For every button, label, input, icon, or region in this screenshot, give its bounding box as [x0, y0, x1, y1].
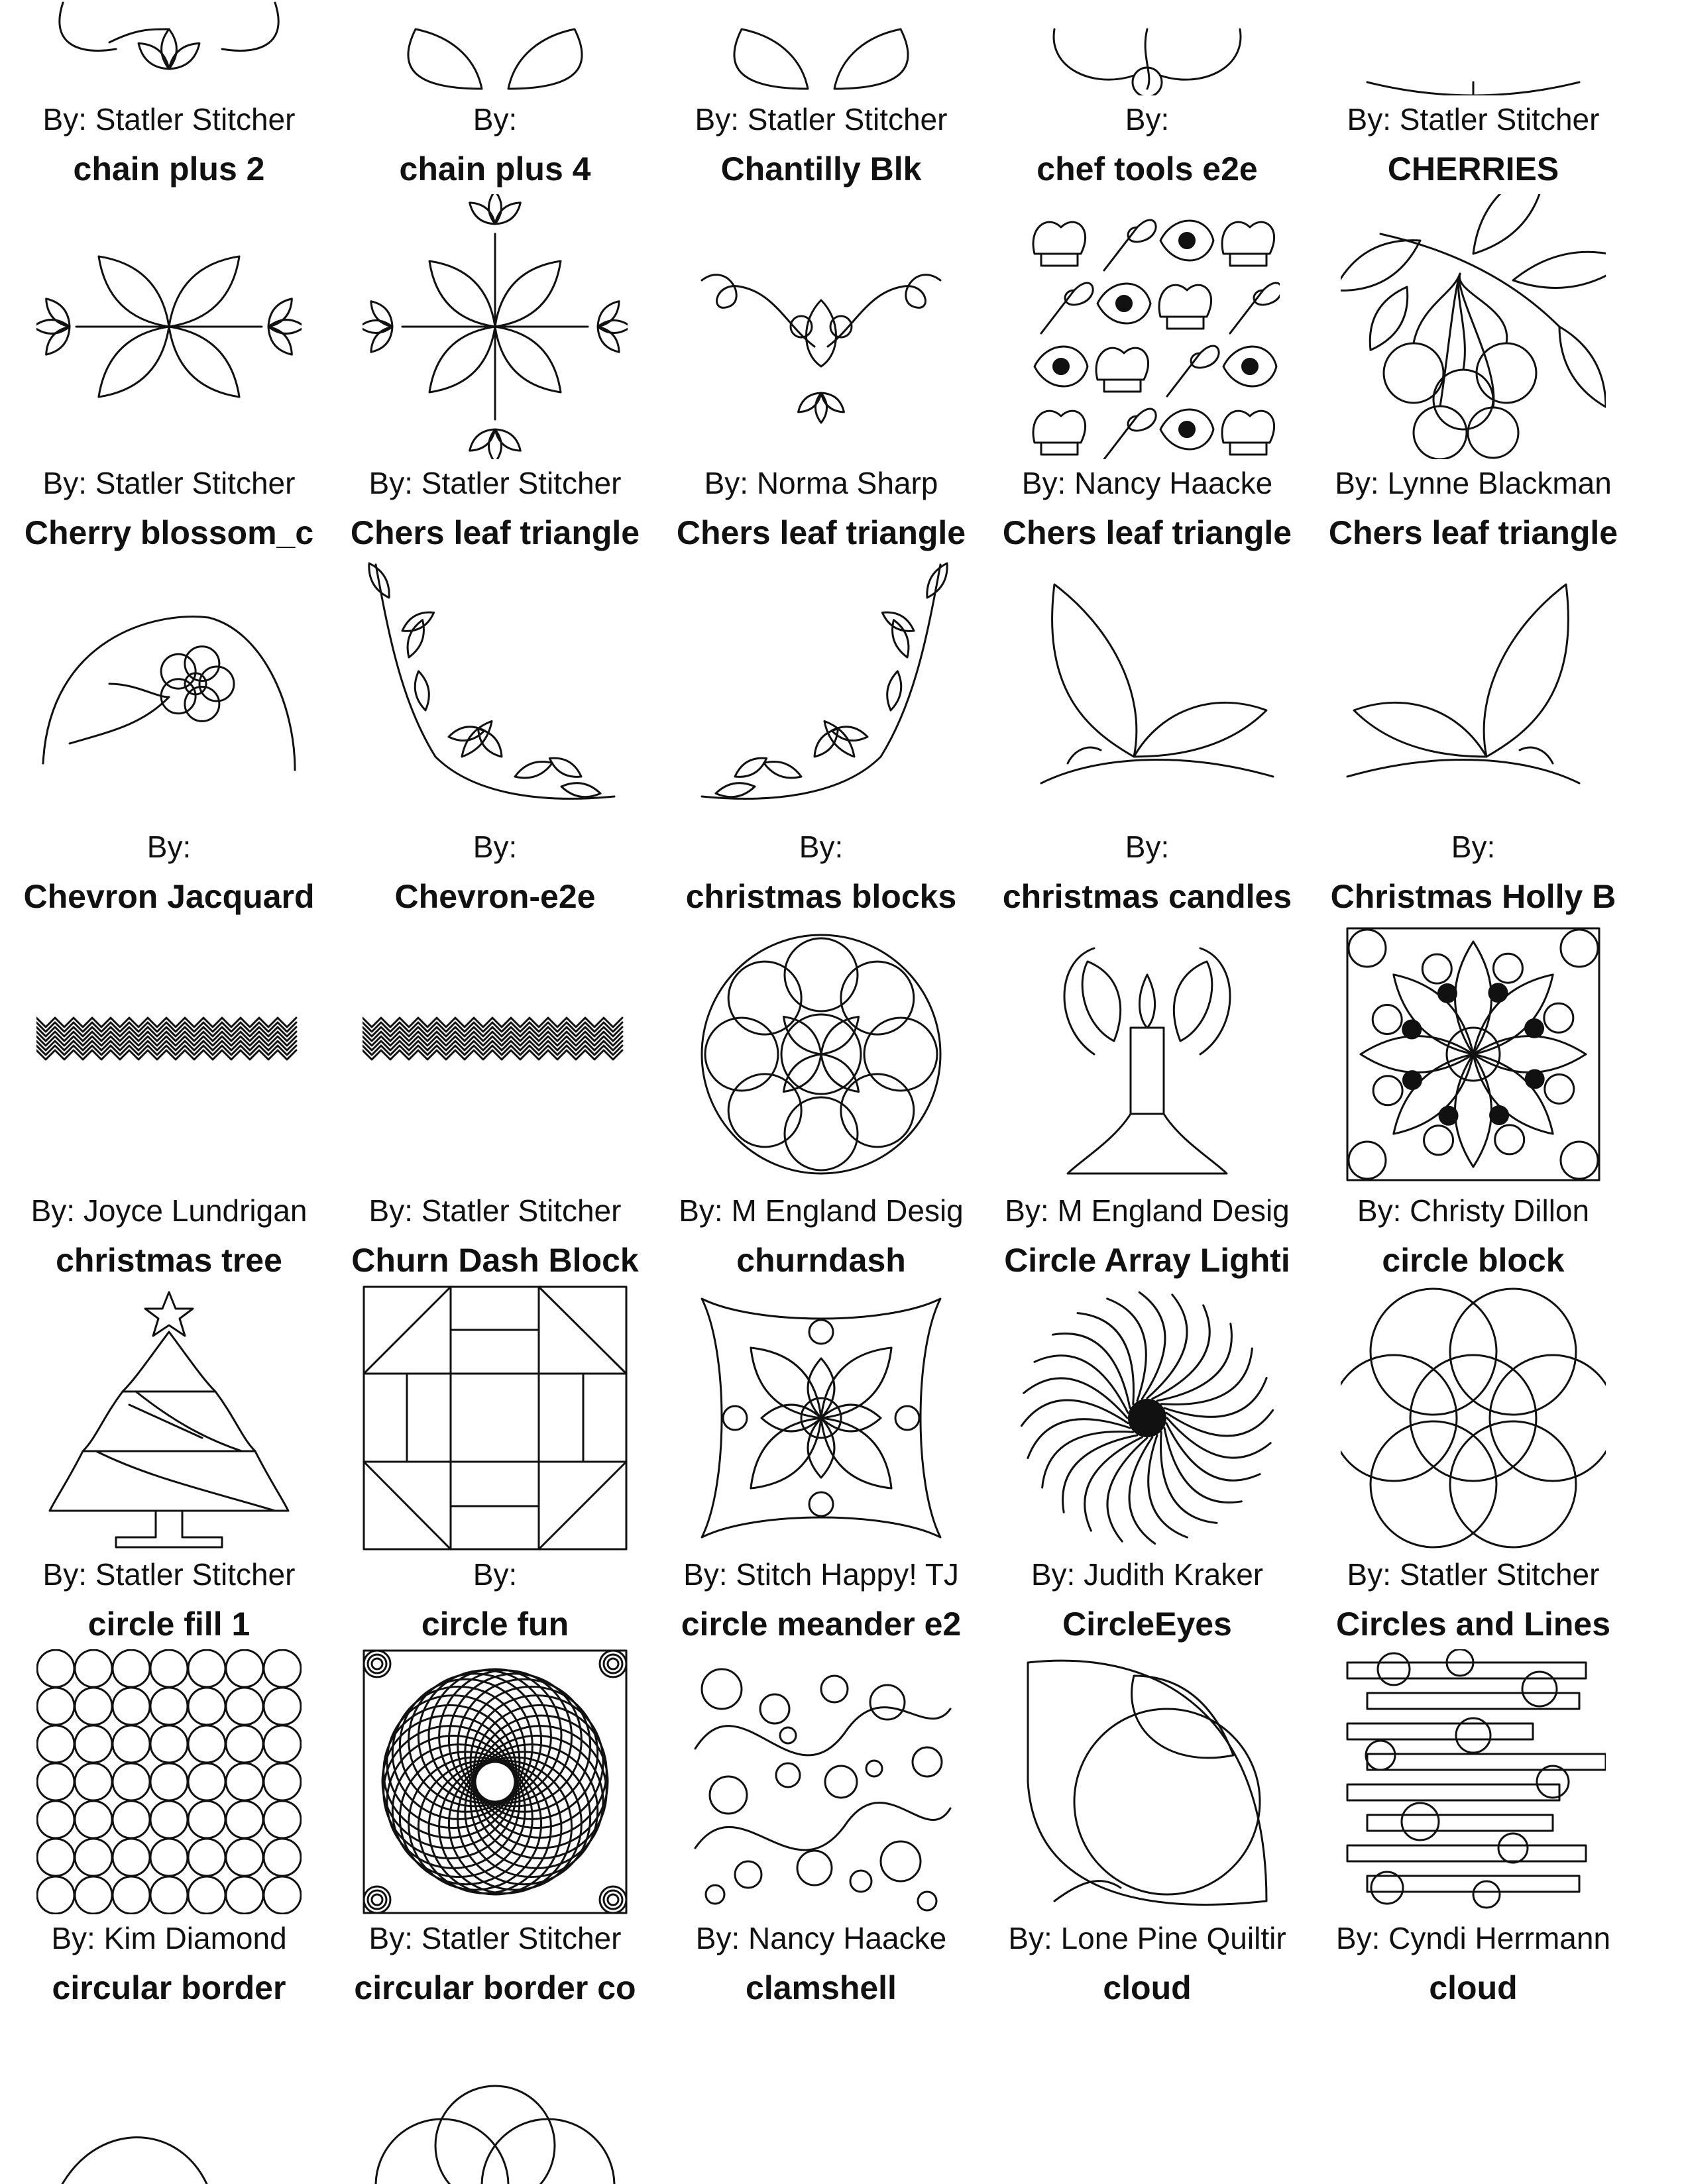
leaf-triangle-right-icon: [689, 558, 954, 823]
pattern-title: Chers leaf triangle: [1328, 514, 1618, 551]
pattern-card[interactable]: [331, 1967, 659, 2184]
pattern-author: By:: [473, 830, 518, 864]
pattern-card[interactable]: [1310, 1967, 1637, 2184]
pattern-card[interactable]: [657, 148, 985, 511]
pattern-card[interactable]: [657, 875, 985, 1238]
spirograph-icon: [363, 1649, 628, 1914]
chain-plus-2-icon: [36, 194, 302, 459]
pattern-card[interactable]: [5, 1239, 333, 1602]
pattern-card[interactable]: [331, 1603, 659, 1966]
pattern-author: By: Statler Stitcher: [695, 102, 948, 136]
leaf-pair-icon: [363, 0, 628, 95]
pattern-card[interactable]: [657, 0, 985, 147]
pattern-card[interactable]: [5, 1967, 333, 2184]
arc-icon: [1341, 0, 1606, 95]
pattern-card[interactable]: [5, 0, 333, 147]
pattern-title: cloud: [1429, 1969, 1518, 2006]
pattern-title: Chantilly Blk: [720, 150, 922, 188]
pattern-card[interactable]: [1310, 148, 1637, 511]
pattern-card[interactable]: [1310, 1603, 1637, 1966]
pattern-author: By: Nancy Haacke: [1021, 466, 1273, 500]
pattern-title: circular border co: [354, 1969, 636, 2006]
leaf-curl-icon: [1015, 0, 1280, 95]
pattern-author: By: Stitch Happy! TJ: [683, 1557, 959, 1592]
pattern-author: By: Norma Sharp: [704, 466, 938, 500]
pattern-card[interactable]: [5, 1603, 333, 1966]
pattern-title: clamshell: [746, 1969, 897, 2006]
pattern-author: By:: [473, 1557, 518, 1592]
pattern-card[interactable]: [983, 1239, 1311, 1602]
pattern-card[interactable]: [983, 1967, 1311, 2184]
pattern-title: Circle Array Lighti: [1004, 1242, 1290, 1279]
circle-grid-icon: [36, 1649, 302, 1914]
pattern-author: By: Nancy Haacke: [695, 1921, 947, 1955]
pattern-title: circular border: [52, 1969, 286, 2006]
pattern-card[interactable]: [983, 875, 1311, 1238]
pattern-card[interactable]: [657, 1239, 985, 1602]
clamshell-icon: [689, 2013, 954, 2184]
feather-medallion-icon: [689, 1285, 954, 1551]
pattern-author: By: Lynne Blackman: [1335, 466, 1612, 500]
chain-plus-4-icon: [363, 194, 628, 459]
pattern-card[interactable]: [983, 1603, 1311, 1966]
pattern-author: By: Statler Stitcher: [42, 466, 296, 500]
pattern-card[interactable]: [1310, 512, 1637, 875]
pattern-card[interactable]: [1310, 1239, 1637, 1602]
pattern-card[interactable]: [331, 0, 659, 147]
holly-block-icon: [1341, 922, 1606, 1187]
pattern-author: By: Cyndi Herrmann: [1335, 1921, 1611, 1955]
leaf-pair-icon: [689, 0, 954, 95]
pattern-card[interactable]: [657, 1603, 985, 1966]
pattern-title: Chers leaf triangle: [1002, 514, 1292, 551]
pattern-title: churndash: [736, 1242, 906, 1279]
bubble-meander-icon: [689, 1649, 954, 1914]
pattern-card[interactable]: [331, 875, 659, 1238]
pattern-author: By: Statler Stitcher: [368, 1921, 622, 1955]
pattern-author: By: Christy Dillon: [1357, 1193, 1590, 1228]
pattern-title: circle block: [1382, 1242, 1565, 1279]
pattern-title: christmas tree: [56, 1242, 282, 1279]
pattern-card[interactable]: [331, 148, 659, 511]
pattern-author: By: Statler Stitcher: [42, 1557, 296, 1592]
pattern-author: By: Statler Stitcher: [368, 466, 622, 500]
pattern-card[interactable]: [5, 875, 333, 1238]
pattern-author: By: M England Desig: [679, 1193, 964, 1228]
pattern-author: By: Statler Stitcher: [42, 102, 296, 136]
pattern-title: Chevron Jacquard: [23, 878, 315, 915]
cloud-icon: [1341, 2013, 1606, 2184]
leaf-hill-right-icon: [1341, 558, 1606, 823]
leaf-hill-left-icon: [1015, 558, 1280, 823]
pattern-title: circle meander e2: [681, 1606, 962, 1643]
pattern-card[interactable]: [657, 512, 985, 875]
pattern-title: chain plus 2: [73, 150, 265, 188]
pattern-title: Circles and Lines: [1335, 1606, 1611, 1643]
scroll-swirl-icon: [689, 194, 954, 459]
pattern-title: chef tools e2e: [1037, 150, 1258, 188]
pattern-title: circle fun: [421, 1606, 569, 1643]
pattern-card[interactable]: [5, 148, 333, 511]
leaf-triangle-left-icon: [363, 558, 628, 823]
pattern-title: christmas blocks: [685, 878, 957, 915]
candle-icon: [1015, 922, 1280, 1187]
pattern-author: By: Statler Stitcher: [1347, 1557, 1600, 1592]
pattern-card[interactable]: [331, 1239, 659, 1602]
pattern-author: By:: [146, 830, 192, 864]
pattern-card[interactable]: [657, 1967, 985, 2184]
pattern-card[interactable]: [983, 0, 1311, 147]
circles-lines-icon: [1341, 1649, 1606, 1914]
pattern-author: By:: [473, 102, 518, 136]
pattern-author: By: Statler Stitcher: [368, 1193, 622, 1228]
pattern-author: By: Judith Kraker: [1031, 1557, 1264, 1592]
pattern-author: By:: [1451, 830, 1496, 864]
pattern-title: christmas candles: [1002, 878, 1292, 915]
pattern-card[interactable]: [331, 512, 659, 875]
churn-dash-icon: [363, 1285, 628, 1551]
pattern-title: CircleEyes: [1062, 1606, 1232, 1643]
pattern-author: By: Statler Stitcher: [1347, 102, 1600, 136]
overlapping-circles-icon: [1341, 1285, 1606, 1551]
pattern-title: Chers leaf triangle: [350, 514, 640, 551]
cloud-icon: [1015, 2013, 1280, 2184]
pattern-card[interactable]: [1310, 0, 1637, 147]
pattern-title: Chevron-e2e: [394, 878, 596, 915]
pattern-card[interactable]: [983, 148, 1311, 511]
chevron-band-icon: [363, 922, 628, 1187]
pattern-author: By: Joyce Lundrigan: [30, 1193, 308, 1228]
pattern-title: Christmas Holly B: [1330, 878, 1616, 915]
pattern-author: By: Lone Pine Quiltir: [1008, 1921, 1286, 1955]
pattern-title: Cherry blossom_c: [24, 514, 314, 551]
circle-border-corner-icon: [363, 2013, 628, 2184]
leaf-trefoil-icon: [36, 0, 302, 95]
cherries-icon: [1341, 194, 1606, 459]
pattern-title: chain plus 4: [399, 150, 591, 188]
pattern-author: By: Kim Diamond: [51, 1921, 287, 1955]
chevron-band-icon: [36, 922, 302, 1187]
swirl-array-icon: [1015, 1285, 1280, 1551]
circle-border-icon: [36, 2013, 302, 2184]
pattern-author: By:: [799, 830, 844, 864]
pattern-author: By: M England Desig: [1005, 1193, 1290, 1228]
star-medallion-icon: [689, 922, 954, 1187]
pattern-author: By:: [1125, 102, 1170, 136]
circle-eye-icon: [1015, 1649, 1280, 1914]
pattern-title: Churn Dash Block: [351, 1242, 639, 1279]
cherry-blossom-icon: [36, 558, 302, 823]
pattern-card[interactable]: [1310, 875, 1637, 1238]
christmas-tree-icon: [36, 1285, 302, 1551]
pattern-title: cloud: [1103, 1969, 1192, 2006]
pattern-card[interactable]: [983, 512, 1311, 875]
pattern-title: Chers leaf triangle: [676, 514, 966, 551]
chef-tools-icon: [1015, 194, 1280, 459]
pattern-card[interactable]: [5, 512, 333, 875]
pattern-title: CHERRIES: [1387, 150, 1559, 188]
pattern-author: By:: [1125, 830, 1170, 864]
pattern-title: circle fill 1: [87, 1606, 251, 1643]
